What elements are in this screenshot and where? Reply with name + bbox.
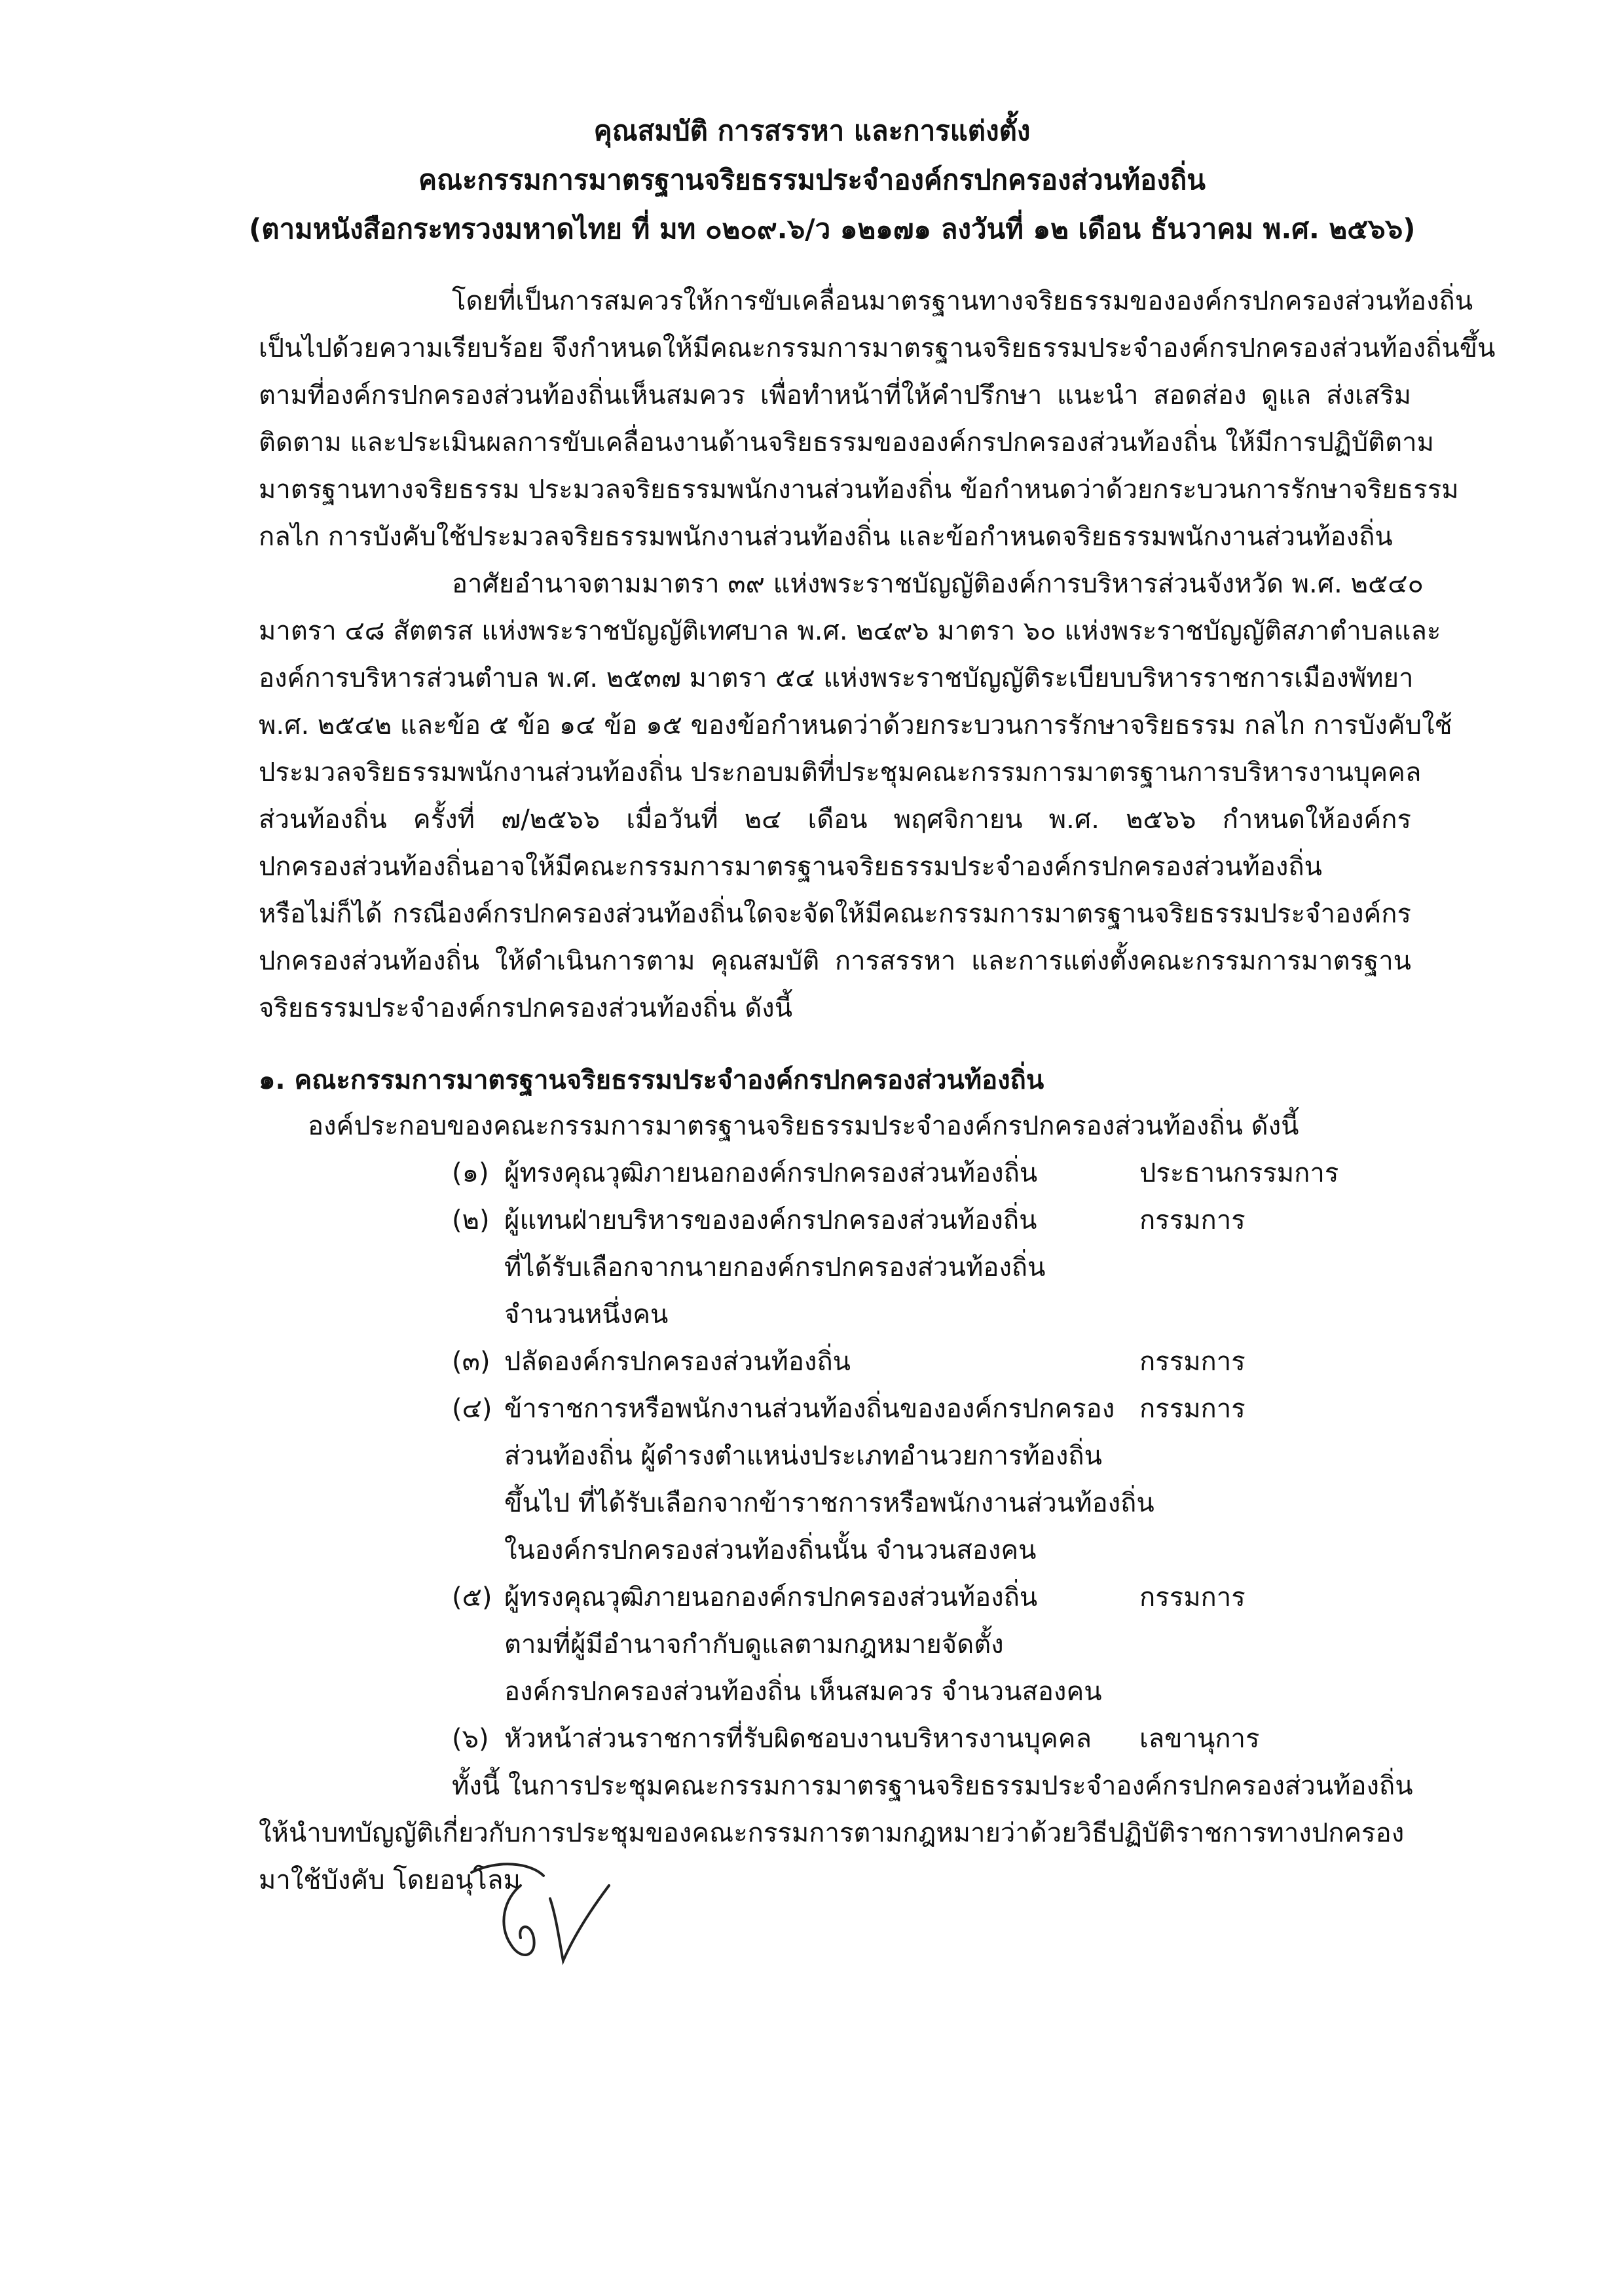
member-3-role: กรรมการ xyxy=(1139,1347,1246,1377)
member-2-text-line-3: จำนวนหนึ่งคน xyxy=(504,1300,669,1330)
para3-line-3: มาใช้บังคับ โดยอนุโลม xyxy=(259,1865,521,1895)
member-4-text-line-3: ขึ้นไป ที่ได้รับเลือกจากข้าราชการหรือพนักงานส่วนท้องถิ่น xyxy=(504,1488,1154,1518)
para1-line-6: กลไก การบังคับใช้ประมวลจริยธรรมพนักงานส่วนท้องถิ่น และข้อกำหนดจริยธรรมพนักงานส่วนท้องถิ่น xyxy=(259,522,1393,552)
para2-line-8: หรือไม่ก็ได้ กรณีองค์กรปกครองส่วนท้องถิ่นใดจะจัดให้มีคณะกรรมการมาตรฐานจริยธรรมประจำองค์กร xyxy=(259,899,1411,929)
para1-line-1: โดยที่เป็นการสมควรให้การขับเคลื่อนมาตรฐานทางจริยธรรมขององค์กรปกครองส่วนท้องถิ่น xyxy=(452,286,1473,316)
para2-line-5: ประมวลจริยธรรมพนักงานส่วนท้องถิ่น ประกอบมติที่ประชุมคณะกรรมการมาตรฐานการบริหารงานบุคคล xyxy=(259,757,1422,788)
section-1-intro: องค์ประกอบของคณะกรรมการมาตรฐานจริยธรรมประจำองค์กรปกครองส่วนท้องถิ่น ดังนี้ xyxy=(308,1111,1299,1141)
member-5-text-line-3: องค์กรปกครองส่วนท้องถิ่น เห็นสมควร จำนวนสองคน xyxy=(504,1677,1102,1707)
member-6-role: เลขานุการ xyxy=(1139,1724,1260,1754)
member-2-role: กรรมการ xyxy=(1139,1205,1246,1235)
document-title-line-2: คณะกรรมการมาตรฐานจริยธรรมประจำองค์กรปกครองส่วนท้องถิ่น xyxy=(418,164,1206,196)
para1-line-3: ตามที่องค์กรปกครองส่วนท้องถิ่นเห็นสมควร เพื่อทำหน้าที่ให้คำปรึกษา แนะนำ สอดส่อง ดูแล ส่งเสริม xyxy=(259,380,1411,410)
para2-line-10: จริยธรรมประจำองค์กรปกครองส่วนท้องถิ่น ดังนี้ xyxy=(259,993,793,1023)
document-reference-line: (ตามหนังสือกระทรวงมหาดไทย ที่ มท ๐๒๐๙.๖/ว ๑๒๑๗๑ ลงวันที่ ๑๒ เดือน ธันวาคม พ.ศ. ๒๕๖๖) xyxy=(249,213,1416,245)
member-3-number: (๓) xyxy=(452,1347,490,1377)
member-2-number: (๒) xyxy=(452,1205,490,1235)
member-4-text-line-1: ข้าราชการหรือพนักงานส่วนท้องถิ่นขององค์กรปกครอง xyxy=(504,1394,1115,1424)
member-2-text-line-2: ที่ได้รับเลือกจากนายกองค์กรปกครองส่วนท้องถิ่น xyxy=(504,1252,1046,1283)
para2-line-4: พ.ศ. ๒๕๔๒ และข้อ ๕ ข้อ ๑๔ ข้อ ๑๕ ของข้อกำหนดว่าด้วยกระบวนการรักษาจริยธรรม กลไก การบังคับใช้ xyxy=(259,710,1452,740)
member-1-number: (๑) xyxy=(452,1158,489,1188)
para2-line-7: ปกครองส่วนท้องถิ่นอาจให้มีคณะกรรมการมาตรฐานจริยธรรมประจำองค์กรปกครองส่วนท้องถิ่น xyxy=(259,852,1323,882)
member-4-number: (๔) xyxy=(452,1394,492,1424)
para1-line-4: ติดตาม และประเมินผลการขับเคลื่อนงานด้านจริยธรรมขององค์กรปกครองส่วนท้องถิ่น ให้มีการปฏิบัติตาม xyxy=(259,428,1434,458)
para2-line-2: มาตรา ๔๘ สัตตรส แห่งพระราชบัญญัติเทศบาล พ.ศ. ๒๔๙๖ มาตรา ๖๐ แห่งพระราชบัญญัติสภาตำบลและ xyxy=(259,616,1441,646)
section-1-heading: ๑. คณะกรรมการมาตรฐานจริยธรรมประจำองค์กรปกครองส่วนท้องถิ่น xyxy=(259,1065,1044,1095)
member-1-text-line-1: ผู้ทรงคุณวุฒิภายนอกองค์กรปกครองส่วนท้องถิ่น xyxy=(504,1158,1038,1188)
para3-line-1: ทั้งนี้ ในการประชุมคณะกรรมการมาตรฐานจริยธรรมประจำองค์กรปกครองส่วนท้องถิ่น xyxy=(452,1771,1413,1801)
member-3-text-line-1: ปลัดองค์กรปกครองส่วนท้องถิ่น xyxy=(504,1347,851,1377)
member-6-number: (๖) xyxy=(452,1724,489,1754)
para1-line-2: เป็นไปด้วยความเรียบร้อย จึงกำหนดให้มีคณะกรรมการมาตรฐานจริยธรรมประจำองค์กรปกครองส่วนท้องถิ่นขึ้น xyxy=(259,333,1496,363)
para2-line-3: องค์การบริหารส่วนตำบล พ.ศ. ๒๕๓๗ มาตรา ๕๔ แห่งพระราชบัญญัติระเบียบบริหารราชการเมืองพัทยา xyxy=(259,663,1414,693)
para2-line-9: ปกครองส่วนท้องถิ่น ให้ดำเนินการตาม คุณสมบัติ การสรรหา และการแต่งตั้งคณะกรรมการมาตรฐาน xyxy=(259,946,1411,976)
para1-line-5: มาตรฐานทางจริยธรรม ประมวลจริยธรรมพนักงานส่วนท้องถิ่น ข้อกำหนดว่าด้วยกระบวนการรักษาจริยธรรม xyxy=(259,475,1459,505)
member-6-text-line-1: หัวหน้าส่วนราชการที่รับผิดชอบงานบริหารงานบุคคล xyxy=(504,1724,1092,1754)
para3-line-2: ให้นำบทบัญญัติเกี่ยวกับการประชุมของคณะกรรมการตามกฎหมายว่าด้วยวิธีปฏิบัติราชการทางปกครอง xyxy=(259,1818,1405,1848)
handwritten-initials xyxy=(458,1846,629,1990)
para2-line-6: ส่วนท้องถิ่น ครั้งที่ ๗/๒๕๖๖ เมื่อวันที่ ๒๔ เดือน พฤศจิกายน พ.ศ. ๒๕๖๖ กำหนดให้องค์กร xyxy=(259,805,1411,835)
member-2-text-line-1: ผู้แทนฝ่ายบริหารขององค์กรปกครองส่วนท้องถิ่น xyxy=(504,1205,1037,1235)
member-5-text-line-2: ตามที่ผู้มีอำนาจกำกับดูแลตามกฎหมายจัดตั้ง xyxy=(504,1630,1004,1660)
member-5-text-line-1: ผู้ทรงคุณวุฒิภายนอกองค์กรปกครองส่วนท้องถิ่น xyxy=(504,1582,1038,1613)
member-5-number: (๕) xyxy=(452,1582,492,1613)
member-4-text-line-2: ส่วนท้องถิ่น ผู้ดำรงตำแหน่งประเภทอำนวยการท้องถิ่น xyxy=(504,1441,1102,1471)
para2-line-1: อาศัยอำนาจตามมาตรา ๓๙ แห่งพระราชบัญญัติองค์การบริหารส่วนจังหวัด พ.ศ. ๒๕๔๐ xyxy=(452,569,1424,599)
member-1-role: ประธานกรรมการ xyxy=(1139,1158,1339,1188)
member-5-role: กรรมการ xyxy=(1139,1582,1246,1613)
member-4-text-line-4: ในองค์กรปกครองส่วนท้องถิ่นนั้น จำนวนสองคน xyxy=(504,1535,1037,1565)
member-4-role: กรรมการ xyxy=(1139,1394,1246,1424)
document-title-line-1: คุณสมบัติ การสรรหา และการแต่งตั้ง xyxy=(593,115,1031,147)
